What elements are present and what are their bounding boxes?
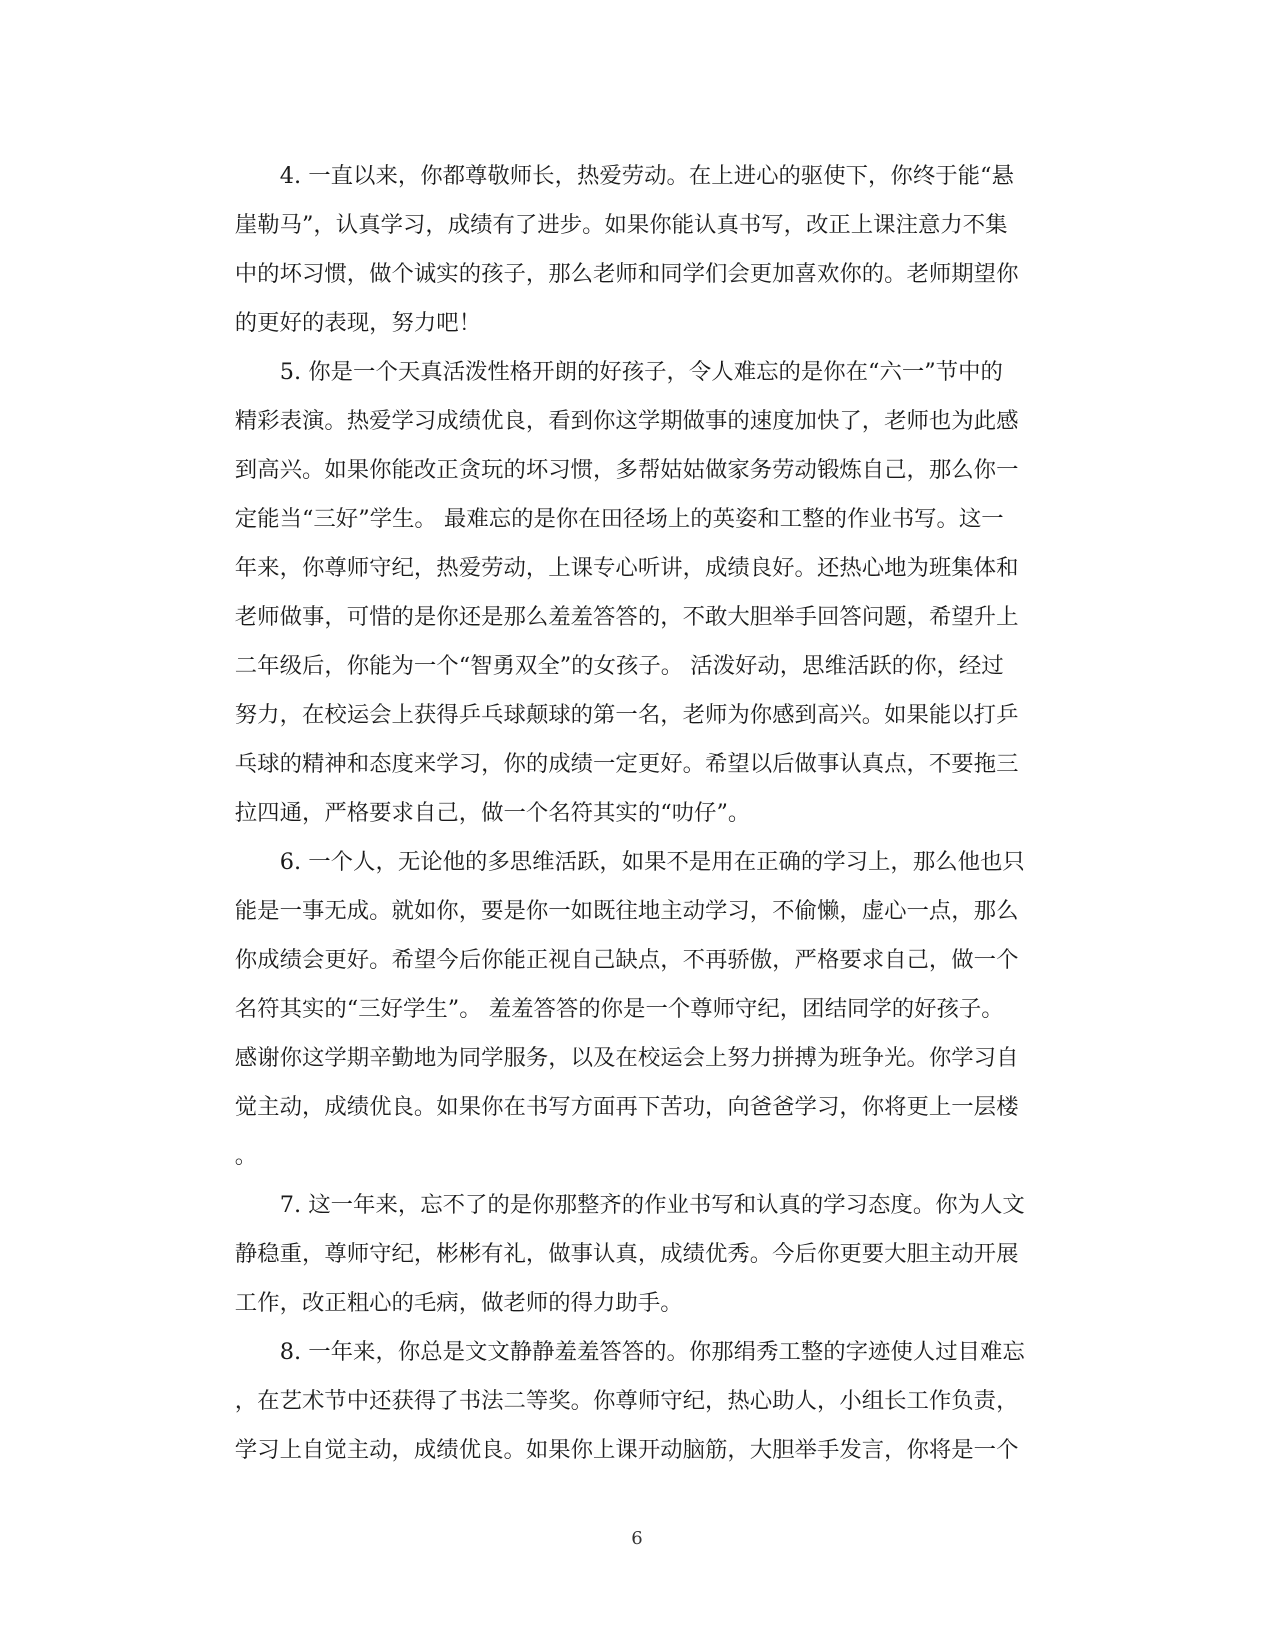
text-line: 4. 一直以来，你都尊敬师长，热爱劳动。在上进心的驱使下，你终于能“悬 [279,163,1014,189]
text-line: 5. 你是一个天真活泼性格开朗的好孩子，令人难忘的是你在“六一”节中的 [279,359,1003,385]
text-line: 拉四通，严格要求自己，做一个名符其实的“叻仔”。 [234,800,751,826]
text-line: 觉主动，成绩优良。如果你在书写方面再下苦功，向爸爸学习，你将更上一层楼 [234,1094,1019,1120]
text-line: 的更好的表现，努力吧！ [234,310,482,336]
text-line: 中的坏习惯，做个诚实的孩子，那么老师和同学们会更加喜欢你的。老师期望你 [234,261,1019,287]
paragraph-4 [190,152,1084,348]
text-line: 7. 这一年来，忘不了的是你那整齐的作业书写和认真的学习态度。你为人文 [279,1192,1025,1218]
text-line: 精彩表演。热爱学习成绩优良，看到你这学期做事的速度加快了，老师也为此感 [234,408,1019,434]
paragraph-7 [190,1181,1084,1328]
text-line: 到高兴。如果你能改正贪玩的坏习惯，多帮姑姑做家务劳动锻炼自己，那么你一 [234,457,1019,483]
text-line: 学习上自觉主动，成绩优良。如果你上课开动脑筋，大胆举手发言，你将是一个 [234,1437,1019,1463]
page-number: 6 [631,1528,643,1549]
text-line: 感谢你这学期辛勤地为同学服务，以及在校运会上努力拼搏为班争光。你学习自 [234,1045,1019,1071]
text-line: 老师做事，可惜的是你还是那么羞羞答答的，不敢大胆举手回答问题，希望升上 [234,604,1019,630]
paragraph-5 [190,348,1084,838]
text-line: 6. 一个人，无论他的多思维活跃，如果不是用在正确的学习上，那么他也只 [279,849,1025,875]
text-line: ，在艺术节中还获得了书法二等奖。你尊师守纪，热心助人，小组长工作负责， [234,1388,1019,1414]
text-line: 静稳重，尊师守纪，彬彬有礼，做事认真，成绩优秀。今后你更要大胆主动开展 [234,1241,1019,1267]
text-line: 乓球的精神和态度来学习，你的成绩一定更好。希望以后做事认真点，不要拖三 [234,751,1019,777]
text-line: 努力，在校运会上获得乒乓球颠球的第一名，老师为你感到高兴。如果能以打乒 [234,702,1019,728]
text-line: 年来，你尊师守纪，热爱劳动，上课专心听讲，成绩良好。还热心地为班集体和 [234,555,1019,581]
text-line: 定能当“三好”学生。 最难忘的是你在田径场上的英姿和工整的作业书写。这一 [234,506,1004,532]
text-line: 能是一事无成。就如你，要是你一如既往地主动学习，不偷懒，虚心一点，那么 [234,898,1019,924]
text-line: 8. 一年来，你总是文文静静羞羞答答的。你那绢秀工整的字迹使人过目难忘 [279,1339,1025,1365]
text-line: 名符其实的“三好学生”。 羞羞答答的你是一个尊师守纪，团结同学的好孩子。 [234,996,1004,1022]
text-line: 二年级后，你能为一个“智勇双全”的女孩子。 活泼好动，思维活跃的你，经过 [234,653,1004,679]
document-body [190,152,1084,1475]
text-line: 工作，改正粗心的毛病，做老师的得力助手。 [234,1290,683,1316]
text-line: 。 [234,1143,258,1169]
paragraph-8 [190,1328,1084,1475]
paragraph-6 [190,838,1084,1181]
text-line: 崖勒马”，认真学习，成绩有了进步。如果你能认真书写，改正上课注意力不集 [234,212,1008,238]
text-line: 你成绩会更好。希望今后你能正视自己缺点，不再骄傲，严格要求自己，做一个 [234,947,1019,973]
